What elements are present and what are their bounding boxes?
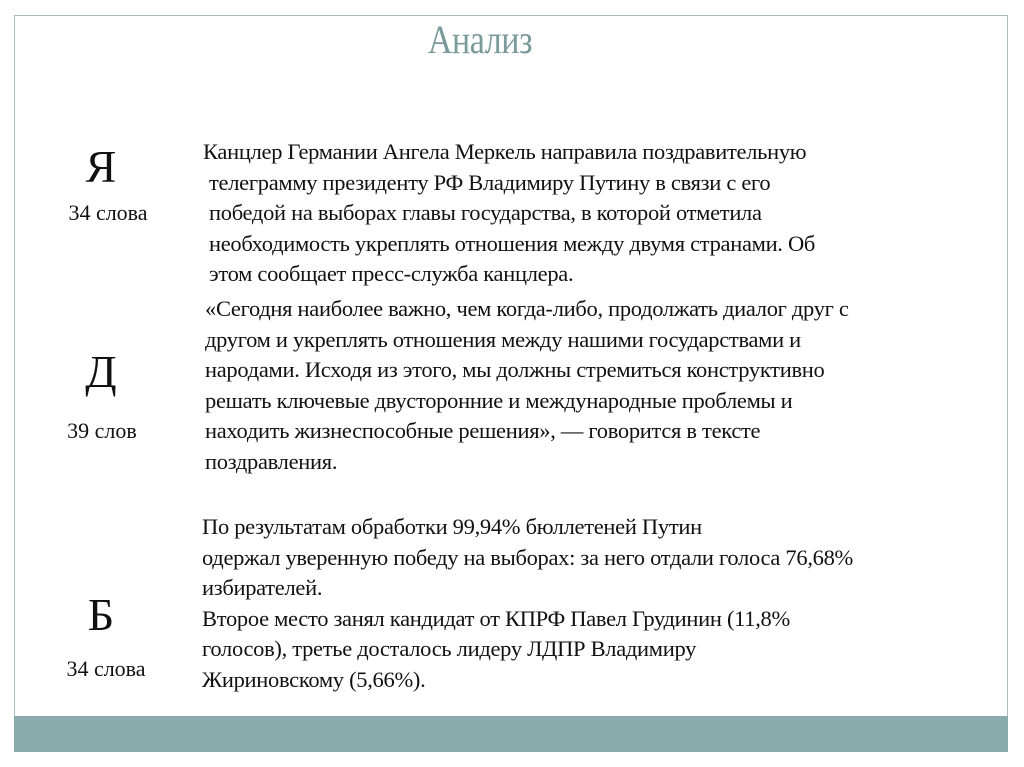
text-line: этом сообщает пресс-служба канцлера. [209,261,574,286]
text-line: избирателей. [202,575,323,600]
text-line: Канцлер Германии Ангела Меркель направила поздравительную [203,139,807,164]
text-line: «Сегодня наиболее важно, чем когда-либо, продолжать диалог друг с [205,296,849,321]
text-line: Жириновскому (5,66%). [202,666,426,692]
text-line: необходимость укреплять отношения между двумя странами. Об [209,230,816,256]
text-line: Второе место занял кандидат от КПРФ Павел Грудинин (11,8% [202,605,790,631]
word-count-be: 34 слова [66,656,146,681]
text-line: другом и укреплять отношения между нашими государствами и [205,326,801,352]
text-line: находить жизнеспособные решения», — говорится в тексте [205,418,761,443]
footer-band [14,716,1008,752]
word-count-ya: 34 слова [68,200,148,225]
text-line: народами. Исходя из этого, мы должны стремиться конструктивно [205,357,825,382]
text-line: победой на выборах главы государства, в которой отметила [209,200,762,225]
label-letter-be: Б [87,589,115,640]
paragraph-ya [203,137,815,290]
word-count-de: 39 слов [67,418,137,443]
paragraph-de [205,294,849,477]
label-letter-de: Д [85,346,117,397]
slide-title: Анализ [427,17,533,62]
text-line: решать ключевые двусторонние и международные проблемы и [205,387,793,413]
label-letter-ya: Я [85,141,117,192]
paragraph-be [202,512,853,695]
text-line: голосов), третье досталось лидеру ЛДПР Владимиру [202,636,697,661]
text-line: телеграмму президенту РФ Владимиру Путину в связи с его [209,169,771,195]
text-line: одержал уверенную победу на выборах: за него отдали голоса 76,68% [202,544,853,570]
text-line: поздравления. [205,448,338,474]
text-line: По результатам обработки 99,94% бюллетеней Путин [202,514,702,539]
